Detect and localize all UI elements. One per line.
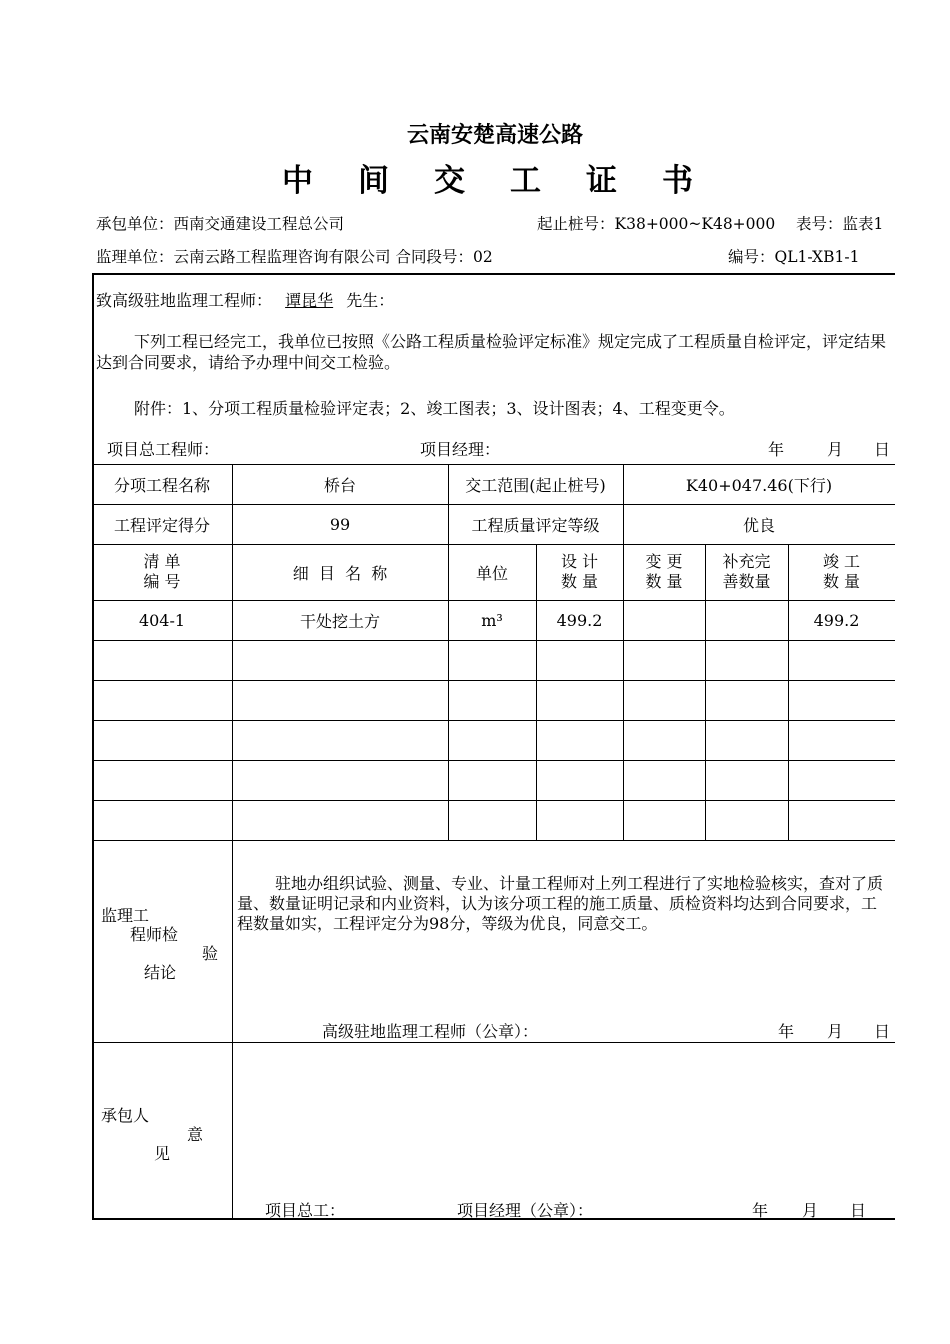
conclusion-label: 结论: [144, 963, 177, 982]
contractor-manager-label: 项目经理（公章）：: [457, 1201, 594, 1220]
serial-line: 编号：QL1-XB1-1: [728, 248, 860, 266]
contractor-opinion-label: 意: [187, 1125, 204, 1144]
table-cell: 干处挖土方: [299, 611, 380, 631]
table-cell: [705, 640, 788, 680]
serial-value: QL1-XB1-1: [774, 248, 860, 266]
grade-label: 工程质量评定等级: [471, 515, 600, 535]
score-label: 工程评定得分: [113, 515, 210, 535]
date-year: 年: [752, 1201, 769, 1220]
table-cell: [705, 760, 788, 800]
table-cell: [92, 680, 232, 720]
table-cell: [536, 720, 623, 760]
date-day: 日: [874, 440, 891, 459]
column-header: 清 单 编 号: [143, 552, 181, 591]
contractor-line: 承包单位：西南交通建设工程总公司: [96, 215, 345, 233]
contractor-opinion-label: 承包人: [101, 1106, 150, 1125]
addressee-name: 谭昆华: [285, 291, 334, 310]
table-cell: [448, 800, 536, 840]
range-label: 交工范围(起止桩号): [465, 475, 606, 495]
table-cell: [448, 760, 536, 800]
conclusion-body: 驻地办组织试验、测量、专业、计量工程师对上列工程进行了实地检验核实，查对了质量、数量证明记录和内业资料，认为该分项工程的施工质量、质检资料均达到合同要求，工程数量如实，工程评定分为98分，等级为优良，同意交工。: [237, 874, 884, 933]
table-cell: [232, 640, 448, 680]
table-cell: [92, 760, 232, 800]
table-cell: [788, 760, 885, 800]
table-cell: [536, 680, 623, 720]
grade-value: 优良: [742, 515, 775, 535]
table-cell: [536, 760, 623, 800]
table-cell: [705, 600, 788, 640]
table-cell: [232, 720, 448, 760]
date-month: 月: [827, 1022, 844, 1041]
table-cell: [623, 600, 705, 640]
column-header: 补充完 善数量: [722, 552, 771, 591]
table-cell: [623, 760, 705, 800]
form-number-value: 监表1: [842, 215, 884, 233]
rule: [92, 840, 895, 841]
company-title: 云南安楚高速公路: [406, 123, 583, 148]
table-cell: [623, 680, 705, 720]
attachments-line: 附件：1、分项工程质量检验评定表；2、竣工图表；3、设计图表；4、工程变更令。: [134, 399, 735, 418]
date-month: 月: [802, 1201, 819, 1220]
supervisor-value: 云南云路工程监理咨询有限公司: [173, 248, 391, 266]
date-day: 日: [850, 1201, 867, 1220]
contract-value: 02: [472, 248, 493, 266]
manager-label: 项目经理：: [420, 440, 501, 459]
date-month: 月: [827, 440, 844, 459]
table-cell: m³: [481, 610, 503, 630]
supervisor-line: 监理单位：云南云路工程监理咨询有限公司 合同段号：02: [96, 248, 493, 266]
column-header: 变 更 数 量: [645, 552, 683, 591]
table-cell: [448, 680, 536, 720]
contractor-value: 西南交通建设工程总公司: [173, 215, 345, 233]
rule: [92, 1042, 895, 1043]
table-cell: [92, 720, 232, 760]
chainage-value: K38+000~K48+000: [614, 215, 776, 233]
table-cell: [232, 680, 448, 720]
date-year: 年: [768, 440, 785, 459]
column-header: 设 计 数 量: [560, 552, 599, 591]
chief-engineer-label: 项目总工程师：: [107, 440, 220, 459]
table-cell: 404-1: [138, 610, 186, 630]
contractor-chief-label: 项目总工：: [265, 1201, 346, 1220]
item-name-label: 分项工程名称: [113, 475, 210, 495]
item-name-value: 桥台: [323, 475, 356, 495]
column-header: 竣 工 数 量: [822, 552, 861, 591]
table-cell: [705, 720, 788, 760]
table-cell: [536, 800, 623, 840]
table-cell: [705, 800, 788, 840]
table-cell: [448, 640, 536, 680]
table-cell: [623, 640, 705, 680]
conclusion-label: 监理工: [101, 906, 150, 925]
column-header: 单位: [475, 563, 508, 583]
table-cell: 499.2: [813, 610, 860, 630]
date-day: 日: [874, 1022, 891, 1041]
table-cell: [92, 640, 232, 680]
contractor-opinion-label: 见: [154, 1144, 171, 1163]
conclusion-label: 验: [202, 944, 219, 963]
table-cell: [623, 720, 705, 760]
table-cell: [623, 800, 705, 840]
chainage-line: 起止桩号：K38+000~K48+000: [537, 215, 776, 233]
document-title: 中间交工证书: [282, 163, 738, 199]
range-value: K40+047.46(下行): [685, 475, 833, 495]
table-cell: [705, 680, 788, 720]
conclusion-sign-label: 高级驻地监理工程师（公章）：: [322, 1022, 539, 1041]
score-value: 99: [329, 514, 351, 534]
table-cell: [788, 800, 885, 840]
conclusion-label: 程师检: [130, 925, 179, 944]
table-cell: [232, 800, 448, 840]
letter-body: 下列工程已经完工，我单位已按照《公路工程质量检验评定标准》规定完成了工程质量自检评定，评定结果达到合同要求，请给予办理中间交工检验。: [96, 332, 887, 372]
table-cell: [788, 640, 885, 680]
table-cell: 499.2: [556, 610, 603, 630]
addressee-line: 致高级驻地监理工程师： 谭昆华 先生：: [96, 291, 395, 310]
table-cell: [788, 720, 885, 760]
table-cell: [536, 640, 623, 680]
column-header: 细 目 名 称: [292, 563, 388, 583]
date-year: 年: [778, 1022, 795, 1041]
form-number-line: 表号：监表1: [796, 215, 884, 233]
table-cell: [92, 800, 232, 840]
table-cell: [232, 760, 448, 800]
table-cell: [788, 680, 885, 720]
table-cell: [448, 720, 536, 760]
